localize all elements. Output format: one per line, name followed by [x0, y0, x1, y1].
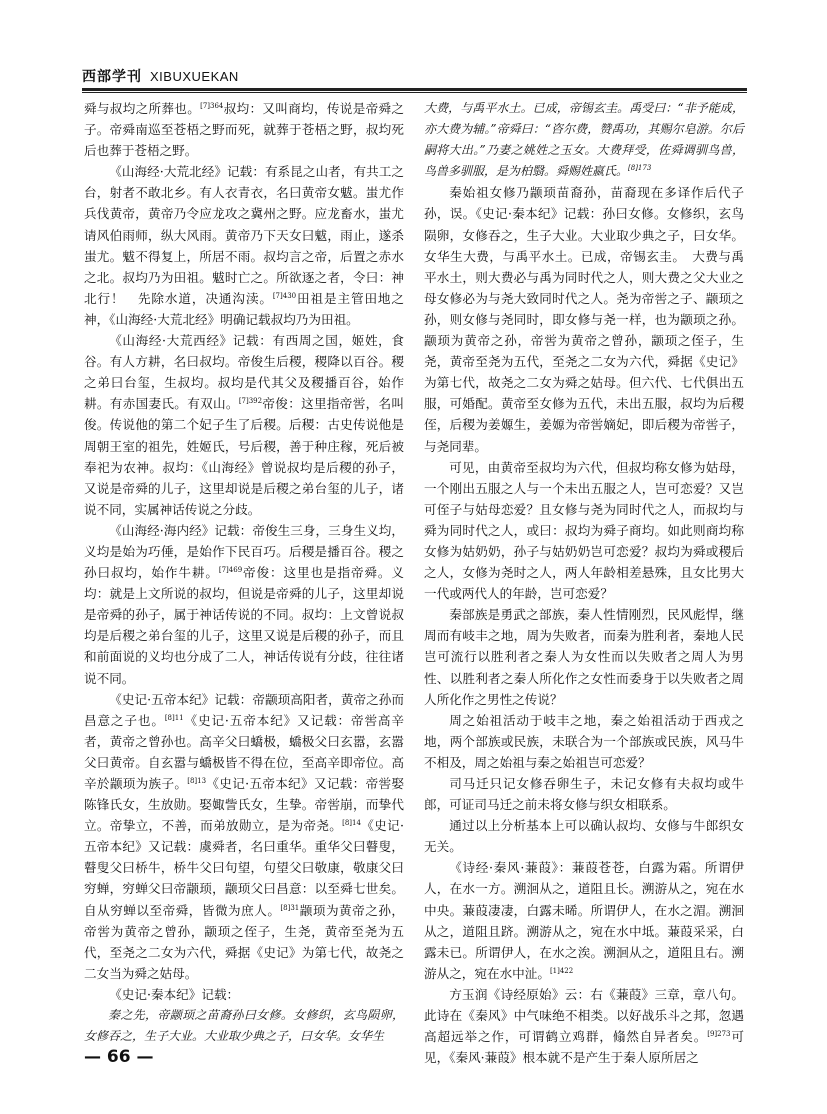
paragraph-text: 《山海经·大荒北经》记载：有系昆之山者，有共工之台，射者不敢北乡。有人衣青衣，名曰黄帝女魃。蚩尤作兵伐黄帝，黄帝乃令应龙攻之冀州之野。应龙畜水，蚩尤请风伯雨师，纵大风雨。黄帝乃下天女曰魃，雨止，遂杀蚩尤。魃不得复上，所居不雨。叔均言之帝，后置之赤水之北。叔均乃为田祖。魃时亡之。所欲逐之者，令曰：神北行！ 先除水道，决通沟渎。 [84, 164, 404, 306]
paragraph [84, 520, 404, 689]
paragraph-text: 可见，由黄帝至叔均为六代，但叔均称女修为姑母，一个刚出五服之人与一个未出五服之人，岂可恋爱？又岂可侄子与姑母恋爱？且女修与尧为同时代之人，而叔均与舜为同时代之人，或曰：叔均为舜子商均。如此则商均称女修为姑奶奶，孙子与姑奶奶岂可恋爱？叔均为舜或稷后之人，女修为尧时之人，两人年龄相差悬殊，且女比男大一代或两代人的年龄，岂可恋爱？ [424, 459, 744, 602]
citation-mark: [8]11 [164, 713, 184, 722]
citation-mark: [7]469 [218, 565, 243, 574]
paragraph-text: 通过以上分析基本上可以确认叔均、女修与牛郎织女无关。 [424, 818, 744, 855]
paragraph-text-continued: 《史记·五帝本纪》又记载：帝喾高辛者，黄帝之曾孙也。高辛父曰蟜极，蟜极父曰玄嚣，玄嚣父曰黄帝。自玄嚣与蟜极皆不得在位，至高辛即帝位。高辛於颛顼为族子。 [84, 712, 404, 791]
paragraph [84, 330, 404, 520]
paragraph-text-continued: 可见，《秦风·蒹葭》根本就不是产生于秦人原所居之 [424, 1029, 745, 1066]
paragraph [84, 984, 404, 1005]
citation-mark: [8]13 [187, 776, 207, 785]
paragraph [424, 857, 744, 984]
paragraph [424, 984, 744, 1068]
paragraph [84, 161, 404, 330]
paragraph-text-continued: 帝俊：这里也是指帝舜。义均：就是上文所说的叔均，但说是帝舜的儿子，这里却说是帝舜的孙子，属于神话传说的不同。叔均：上文曾说叔均是后稷之弟台玺的儿子，这里又说是后稷的孙子，而且和前面说的义均也分成了二人，神话传说有分歧，往往诸说不同。 [84, 565, 405, 686]
citation-mark: [8]173 [628, 164, 652, 173]
paragraph [424, 815, 744, 857]
paragraph [84, 98, 404, 161]
paragraph-text: 大费，与禹平水土。已成，帝锡玄圭。禹受曰：“非予能成，亦大费为辅。”帝舜曰：“咨尔费，赞禹功，其赐尔皂游。尔后嗣将大出。”乃妻之姚姓之玉女。大费拜受，佐舜调驯鸟兽，鸟兽多驯服，是为柏翳。舜赐姓嬴氏。 [424, 101, 744, 179]
paragraph [84, 689, 404, 984]
paragraph [424, 604, 744, 709]
running-header [82, 66, 747, 88]
paragraph-text: 《山海经·海内经》记载：帝俊生三身，三身生义均，义均是始为巧倕，是始作下民百巧。后稷是播百谷。稷之孙曰叔均，始作牛耕。 [84, 522, 404, 581]
citation-mark: [8]14 [342, 819, 361, 827]
paragraph-text: 《史记·五帝本纪》记载：帝颛顼高阳者，黄帝之孙而昌意之子也。 [84, 691, 404, 728]
paragraph-text: 方玉润《诗经原始》云：右《蒹葭》三章，章八句。此诗在《秦风》中气味绝不相类。以好战乐斗之邦，忽遇高超远举之作，可谓鹤立鸡群，翛然自异者矣。 [424, 986, 744, 1045]
paragraph-text-continued: 帝俊：这里指帝喾，名叫俊。传说他的第二个妃子生了后稷。后稷：古史传说他是周朝王室的祖先，姓姬氏，号后稷，善于种庄稼，死后被奉祀为农神。叔均：《山海经》曾说叔均是后稷的孙子，又说是帝舜的儿子，这里却说是后稷之弟台玺的儿子，诸说不同，实属神话传说之分歧。 [84, 396, 405, 517]
paragraph-text-continued: 田祖是主管田地之神，《山海经·大荒北经》明确记载叔均乃为田祖。 [84, 290, 405, 327]
paragraph [424, 457, 744, 605]
citation-mark: [8]31 [280, 903, 300, 912]
paragraph-text-continued: 颛顼为黄帝之孙，帝喾为黄帝之曾孙，颛顼之侄子，生尧，黄帝至尧为五代，至尧之二女为六代，舜据《史记》为第七代，故尧之二女当为舜之姑母。 [84, 902, 405, 981]
citation-mark: [7]392 [238, 397, 263, 406]
journal-title-en: XIBUXUEKAN [150, 69, 239, 84]
paragraph-text-continued: 《史记·五帝本纪》又记载：虞舜者，名曰重华。重华父曰瞽叟，瞽叟父曰桥牛，桥牛父曰句望，句望父曰敬康，敬康父曰穷蝉，穷蝉父曰帝颛顼，颛顼父曰昌意：以至舜七世矣。自从穷蝉以至帝舜，皆微为庶人。 [84, 818, 404, 918]
paragraph-text: 周之始祖活动于岐丰之地，秦之始祖活动于西戎之地，两个部族或民族，未联合为一个部族或民族，风马牛不相及，周之始祖与秦之始祖岂可恋爱？ [424, 712, 744, 770]
page-number: — 66 — [84, 1047, 154, 1067]
journal-title: 西部学刊 XIBUXUEKAN [82, 69, 239, 85]
paragraph [424, 710, 744, 773]
right-column [424, 98, 744, 1068]
citation-mark: [1]422 [549, 966, 574, 975]
paragraph [424, 98, 744, 182]
citation-mark: [7]430 [272, 291, 297, 300]
left-column [84, 98, 404, 1047]
paragraph [84, 1005, 404, 1047]
paragraph-text: 《诗经·秦风·蒹葭》：蒹葭苍苍，白露为霜。所谓伊人，在水一方。溯洄从之，道阻且长。溯游从之，宛在水中央。蒹葭凄凄，白露未晞。所谓伊人，在水之湄。溯洄从之，道阻且跻。溯游从之，宛在水中坻。蒹葭采采，白露未已。所谓伊人，在水之涘。溯洄从之，道阻且右。溯游从之，宛在水中沚。 [424, 860, 744, 981]
paragraph-text: 秦部族是勇武之部族，秦人性情刚烈，民风彪悍，继周而有岐丰之地，周为失败者，而秦为胜利者，秦地人民岂可流行以胜利者之秦人为女性而以失败者之周人为男性、以胜利者之秦人所化作之女性而委身于以失败者之周人所化作之男性之传说？ [424, 607, 744, 707]
paragraph-text: 秦之先，帝颛顼之苗裔孙曰女修。女修织，玄鸟陨卵，女修吞之，生子大业。大业取少典之子，曰女华。女华生 [84, 1008, 404, 1044]
citation-mark: [9]273 [707, 1029, 731, 1038]
paragraph-text: 司马迁只记女修吞卵生子，未记女修有夫叔均或牛郎，可证司马迁之前未将女修与织女相联系。 [424, 776, 744, 813]
paragraph [424, 773, 744, 815]
paragraph-text-continued: 叔均：又叫商均，传说是帝舜之子。帝舜南巡至苍梧之野而死，就葬于苍梧之野，叔均死后也葬于苍梧之野。 [84, 101, 405, 159]
header-rule-thin [82, 92, 747, 93]
paragraph-text: 秦始祖女修乃颛顼苗裔孙，苗裔现在多译作后代子孙，误。《史记·秦本纪》记载：孙曰女修。女修织，玄鸟陨卵，女修吞之，生子大业。大业取少典之子，曰女华。女华生大费，与禹平水土。已成，帝锡玄圭。 大费与禹平水土，则大费必与禹为同时代之人，则大费之父大业之母女修必为与尧大致同时代之人。尧为帝喾之子、颛顼之孙，则女修与尧同时，即女修与尧一样，也为颛顼之孙。颛顼为黄帝之孙，帝喾为黄帝之曾孙，颛顼之侄子，生尧，黄帝至尧为五代，至尧之二女为六代，舜据《史记》为第七代，故尧之二女为舜之姑母。但六代、七代俱出五服，可婚配。黄帝至女修为五代，未出五服，叔均为后稷侄，后稷为姜嫄生，姜嫄为帝喾嫡妃，即后稷为帝喾子，与尧同辈。 [424, 185, 744, 454]
header-rule-thick [82, 88, 747, 91]
paragraph-text: 舜与叔均之所葬也。 [84, 101, 201, 116]
paragraph [424, 182, 744, 456]
paragraph-text: 《史记·秦本纪》记载： [109, 986, 240, 1002]
citation-mark: [7]364 [200, 101, 224, 110]
paragraph-text: 《山海经·大荒西经》记载：有西周之国，姬姓，食谷。有人方耕，名曰叔均。帝俊生后稷，稷降以百谷。稷之弟曰台玺，生叔均。叔均是代其父及稷播百谷，始作耕。有赤国妻氏。有双山。 [84, 333, 404, 412]
paragraph-text-continued: 《史记·五帝本纪》又记载：帝喾娶陈锋氏女，生放勋。娶娵訾氏女，生挚。帝喾崩，而挚代立。帝挚立，不善，而弟放勋立，是为帝尧。 [84, 776, 404, 834]
